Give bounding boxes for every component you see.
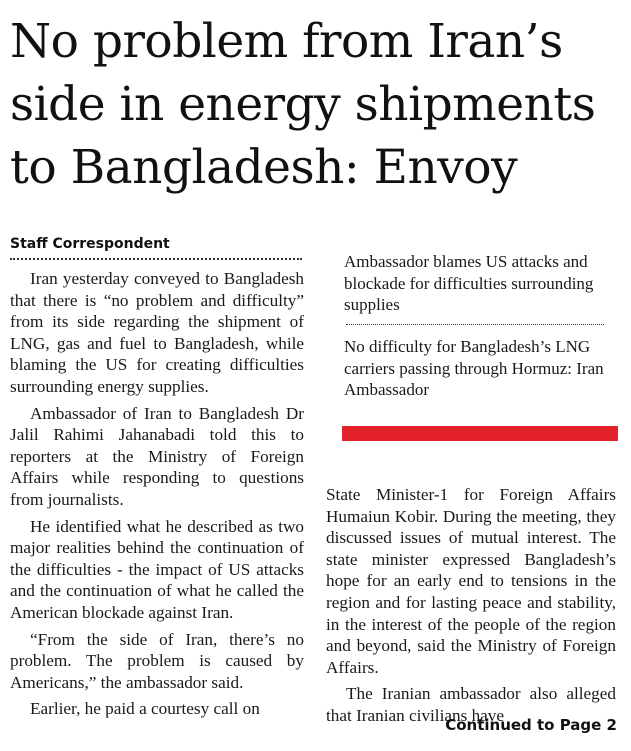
byline: Staff Correspondent	[10, 236, 170, 252]
paragraph: The Iranian ambassador also alleged that Iranian civilians have	[326, 684, 616, 725]
deck-summary-2: No difficulty for Bangladesh’s LNG carriers passing through Hormuz: Iran Ambassador	[344, 337, 604, 399]
paragraph: Ambassador of Iran to Bangladesh Dr Jalil Rahimi Jahanabadi told this to reporters at the Ministry of Foreign Affairs while responding to questions from journalists.	[10, 403, 304, 509]
continued-link[interactable]: Continued to Page 2	[445, 716, 617, 734]
article-column-right	[326, 484, 616, 732]
paragraph: State Minister-1 for Foreign Affairs Humaiun Kobir. During the meeting, they discussed issues of mutual interest. The state minister expressed Bangladesh’s hope for an early end to tensions in the region and for lasting peace and stability, in the interest of the people of the region and beyond, said the Ministry of Foreign Affairs.	[326, 485, 616, 677]
article-column-left	[10, 268, 304, 725]
deck-divider	[346, 324, 604, 325]
paragraph: Earlier, he paid a courtesy call on	[30, 699, 260, 719]
paragraph: Iran yesterday conveyed to Bangladesh that there is “no problem and difficulty” from its side regarding the shipment of LNG, gas and fuel to Bangladesh, while blaming the US for creating difficulties surrounding energy supplies.	[10, 269, 304, 396]
headline: No problem from Iran’s side in energy shipments to Bangladesh: Envoy	[10, 14, 596, 195]
deck-summary-1: Ambassador blames US attacks and blockade for difficulties surrounding supplies	[344, 252, 594, 314]
paragraph: He identified what he described as two major realities behind the continuation of the difficulties - the impact of US attacks and the continuation of what he called the American blockade against Iran.	[10, 516, 304, 622]
byline-divider	[10, 258, 302, 260]
accent-bar	[342, 426, 618, 441]
paragraph: “From the side of Iran, there’s no problem. The problem is caused by Americans,” the ambassador said.	[10, 629, 304, 692]
